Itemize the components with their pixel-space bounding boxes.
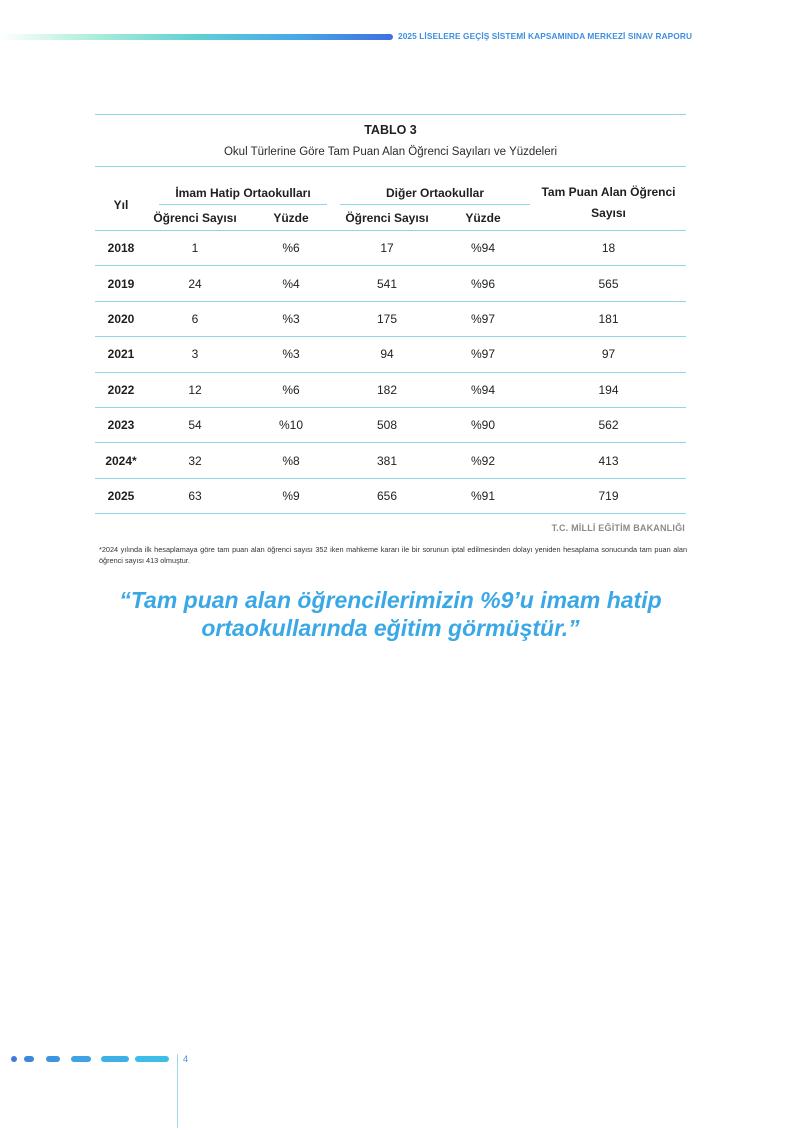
ih-percent: %6 bbox=[243, 372, 339, 407]
row-year: 2025 bbox=[95, 478, 147, 513]
total-count: 565 bbox=[531, 266, 686, 301]
row-year: 2020 bbox=[95, 301, 147, 336]
table-row bbox=[95, 407, 686, 442]
total-count: 18 bbox=[531, 231, 686, 266]
footer-dot bbox=[46, 1056, 60, 1062]
other-count: 508 bbox=[339, 407, 435, 442]
table-footnote: *2024 yılında ilk hesaplamaya göre tam puan alan öğrenci sayısı 352 iken mahkeme kararı ile bir sorunun iptal edilmesinden dolayı yeniden hesaplama sonucunda tam puan alan öğrenci sayısı 413 olmuştur. bbox=[99, 545, 687, 565]
total-count: 719 bbox=[531, 478, 686, 513]
imam-hatip-group-header: İmam Hatip Ortaokulları bbox=[147, 167, 339, 206]
footer-dot bbox=[101, 1056, 129, 1062]
table-subtitle: Okul Türlerine Göre Tam Puan Alan Öğrenci Sayıları ve Yüzdeleri bbox=[95, 146, 686, 167]
other-percent: %97 bbox=[435, 337, 531, 372]
table-source: T.C. MİLLİ EĞİTİM BAKANLIĞI bbox=[551, 523, 685, 533]
footer-dot bbox=[24, 1056, 34, 1062]
other-count: 175 bbox=[339, 301, 435, 336]
table-row bbox=[95, 337, 686, 372]
total-count: 562 bbox=[531, 407, 686, 442]
ih-count: 63 bbox=[147, 478, 243, 513]
ih-percent: %8 bbox=[243, 443, 339, 478]
data-table bbox=[95, 167, 686, 514]
report-header-title: 2025 LİSELERE GEÇİŞ SİSTEMİ KAPSAMINDA MERKEZİ SINAV RAPORU bbox=[398, 31, 693, 41]
footer-divider bbox=[177, 1054, 178, 1128]
ih-percent: %9 bbox=[243, 478, 339, 513]
table-row bbox=[95, 372, 686, 407]
table-row bbox=[95, 301, 686, 336]
ih-count: 6 bbox=[147, 301, 243, 336]
table-row bbox=[95, 231, 686, 266]
other-count: 17 bbox=[339, 231, 435, 266]
ih-count: 24 bbox=[147, 266, 243, 301]
ih-percent: %3 bbox=[243, 301, 339, 336]
other-count: 381 bbox=[339, 443, 435, 478]
other-percent: %91 bbox=[435, 478, 531, 513]
table-row bbox=[95, 266, 686, 301]
table-row bbox=[95, 443, 686, 478]
ih-count: 54 bbox=[147, 407, 243, 442]
ih-count: 32 bbox=[147, 443, 243, 478]
row-year: 2019 bbox=[95, 266, 147, 301]
other-count-header: Öğrenci Sayısı bbox=[345, 211, 429, 225]
year-header: Yıl bbox=[113, 198, 129, 212]
other-count: 656 bbox=[339, 478, 435, 513]
other-percent-header: Yüzde bbox=[465, 211, 501, 225]
total-count: 413 bbox=[531, 443, 686, 478]
table-row bbox=[95, 478, 686, 513]
row-year: 2018 bbox=[95, 231, 147, 266]
other-percent: %96 bbox=[435, 266, 531, 301]
pull-quote: “Tam puan alan öğrencilerimizin %9’u imam hatip ortaokullarında eğitim görmüştür.” bbox=[119, 587, 662, 641]
other-count: 541 bbox=[339, 266, 435, 301]
other-schools-group-header: Diğer Ortaokullar bbox=[339, 167, 531, 206]
total-count: 97 bbox=[531, 337, 686, 372]
other-count: 94 bbox=[339, 337, 435, 372]
other-count: 182 bbox=[339, 372, 435, 407]
row-year: 2021 bbox=[95, 337, 147, 372]
other-percent: %94 bbox=[435, 372, 531, 407]
ih-percent-header: Yüzde bbox=[273, 211, 309, 225]
ih-percent: %6 bbox=[243, 231, 339, 266]
ih-percent: %3 bbox=[243, 337, 339, 372]
other-percent: %97 bbox=[435, 301, 531, 336]
footer-dot bbox=[71, 1056, 91, 1062]
table-title: TABLO 3 bbox=[364, 123, 417, 137]
ih-percent: %4 bbox=[243, 266, 339, 301]
ih-count: 12 bbox=[147, 372, 243, 407]
ih-count: 3 bbox=[147, 337, 243, 372]
total-count: 194 bbox=[531, 372, 686, 407]
other-percent: %92 bbox=[435, 443, 531, 478]
ih-count-header: Öğrenci Sayısı bbox=[153, 211, 237, 225]
footer-dot bbox=[11, 1056, 17, 1062]
header-gradient-bar bbox=[0, 34, 393, 40]
ih-percent: %10 bbox=[243, 407, 339, 442]
row-year: 2024* bbox=[95, 443, 147, 478]
total-count: 181 bbox=[531, 301, 686, 336]
total-header: Tam Puan Alan Öğrenci Sayısı bbox=[541, 185, 676, 220]
ih-count: 1 bbox=[147, 231, 243, 266]
other-percent: %94 bbox=[435, 231, 531, 266]
row-year: 2023 bbox=[95, 407, 147, 442]
row-year: 2022 bbox=[95, 372, 147, 407]
footer-dot bbox=[135, 1056, 169, 1062]
other-percent: %90 bbox=[435, 407, 531, 442]
page-number: 4 bbox=[183, 1054, 189, 1064]
table-block bbox=[95, 114, 686, 514]
